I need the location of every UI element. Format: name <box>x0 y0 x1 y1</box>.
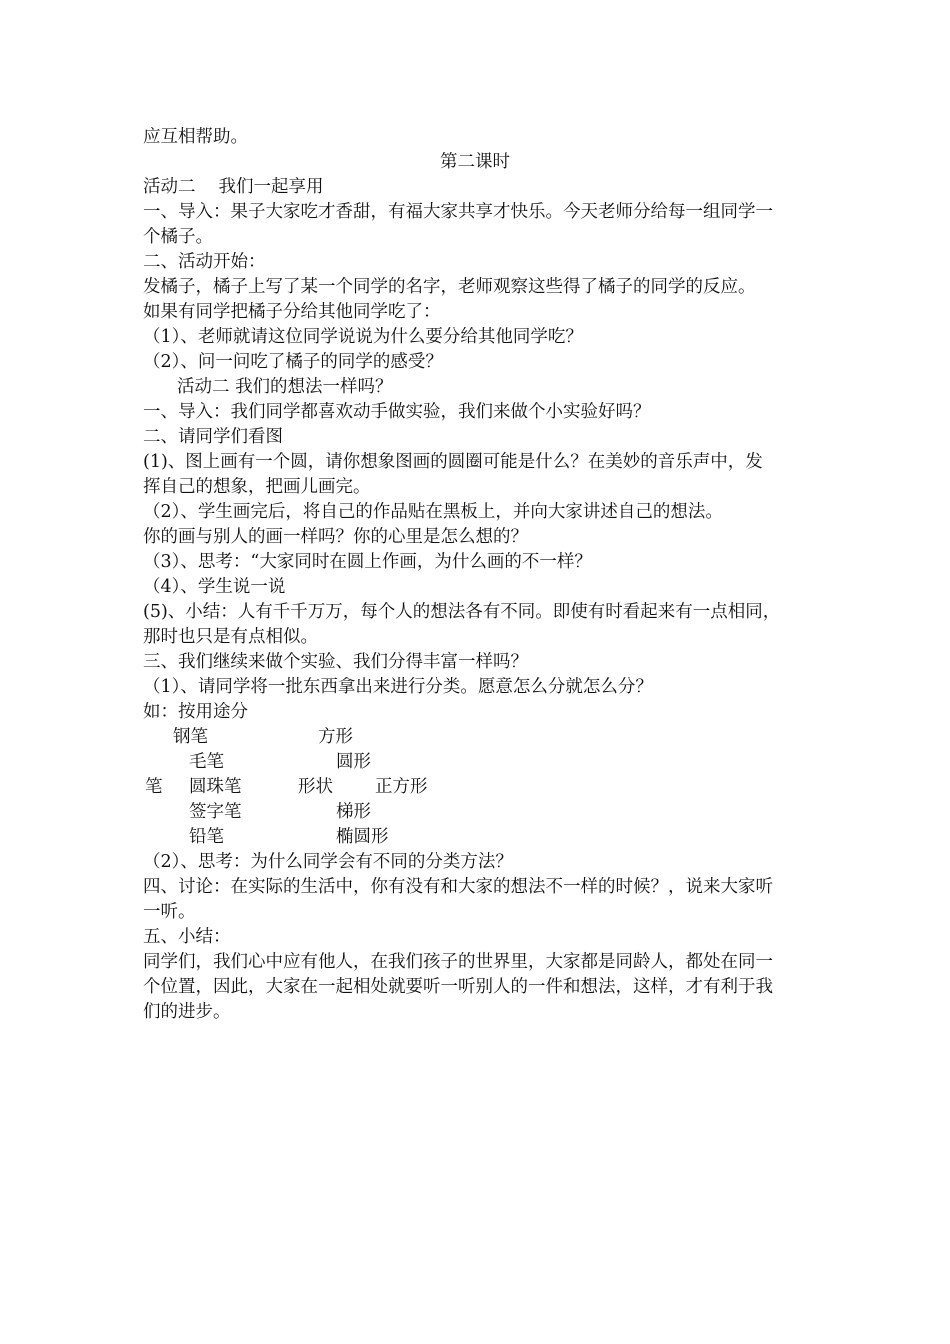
text-line: (5)、小结：人有千千万万，每个人的想法各有不同。即使有时看起来有一点相同， <box>143 602 781 622</box>
text-line: 发橘子，橘子上写了某一个同学的名字，老师观察这些得了橘子的同学的反应。 <box>143 277 756 297</box>
text-line: （1）、老师就请这位同学说说为什么要分给其他同学吃？ <box>143 327 583 347</box>
text-line: （3）、思考：“大家同时在圆上作画，为什么画的不一样？ <box>143 552 592 572</box>
text-line: （1）、请同学将一批东西拿出来进行分类。愿意怎么分就怎么分？ <box>143 677 653 697</box>
activity-heading: 活动二 我们一起享用 <box>143 177 324 197</box>
text-line: 二、活动开始： <box>143 252 266 272</box>
shape-item: 梯形 <box>336 802 371 822</box>
text-line: 一、导入：果子大家吃才香甜，有福大家共享才快乐。今天老师分给每一组同学一 <box>143 202 773 222</box>
text-line: 个位置，因此，大家在一起相处就要听一听别人的一件和想法，这样，才有利于我 <box>143 977 773 997</box>
text-line: 那时也只是有点相似。 <box>143 627 318 647</box>
text-line: 应互相帮助。 <box>143 127 248 147</box>
shape-item: 圆形 <box>336 752 371 772</box>
text-line: （2）、思考：为什么同学会有不同的分类方法？ <box>143 852 513 872</box>
pen-item: 圆珠笔 <box>189 777 242 797</box>
text-line: 你的画与别人的画一样吗？你的心里是怎么想的？ <box>143 527 528 547</box>
text-line: 四、讨论：在实际的生活中，你有没有和大家的想法不一样的时候？，说来大家听 <box>143 877 773 897</box>
pen-category-label: 笔 <box>145 777 163 797</box>
pen-item: 签字笔 <box>189 802 242 822</box>
text-line: 五、小结： <box>143 927 231 947</box>
pen-item: 铅笔 <box>189 827 224 847</box>
text-line: 一、导入：我们同学都喜欢动手做实验，我们来做个小实验好吗？ <box>143 402 651 422</box>
text-line: 如果有同学把橘子分给其他同学吃了： <box>143 302 441 322</box>
shape-item: 正方形 <box>375 777 428 797</box>
text-line: 二、请同学们看图 <box>143 427 283 447</box>
shape-category-label: 形状 <box>298 777 333 797</box>
text-line: 挥自己的想象，把画儿画完。 <box>143 477 371 497</box>
text-line: 如：按用途分 <box>143 702 248 722</box>
text-line: （4）、学生说一说 <box>143 577 286 597</box>
shape-item: 方形 <box>318 727 353 747</box>
text-line: （2）、学生画完后，将自己的作品贴在黑板上，并向大家讲述自己的想法。 <box>143 502 723 522</box>
text-line: 个橘子。 <box>143 227 213 247</box>
text-line: 们的进步。 <box>143 1002 231 1022</box>
activity-heading: 活动二 我们的想法一样吗？ <box>177 377 393 397</box>
text-line: (1)、图上画有一个圆，请你想象图画的圆圈可能是什么？在美妙的音乐声中，发 <box>143 452 763 472</box>
shape-item: 椭圆形 <box>336 827 389 847</box>
text-line: （2）、问一问吃了橘子的同学的感受？ <box>143 352 443 372</box>
text-line: 三、我们继续来做个实验、我们分得丰富一样吗？ <box>143 652 528 672</box>
text-line: 一听。 <box>143 902 196 922</box>
text-line: 同学们，我们心中应有他人，在我们孩子的世界里，大家都是同龄人，都处在同一 <box>143 952 773 972</box>
section-heading: 第二课时 <box>440 152 510 172</box>
pen-item: 钢笔 <box>173 727 208 747</box>
pen-item: 毛笔 <box>189 752 224 772</box>
